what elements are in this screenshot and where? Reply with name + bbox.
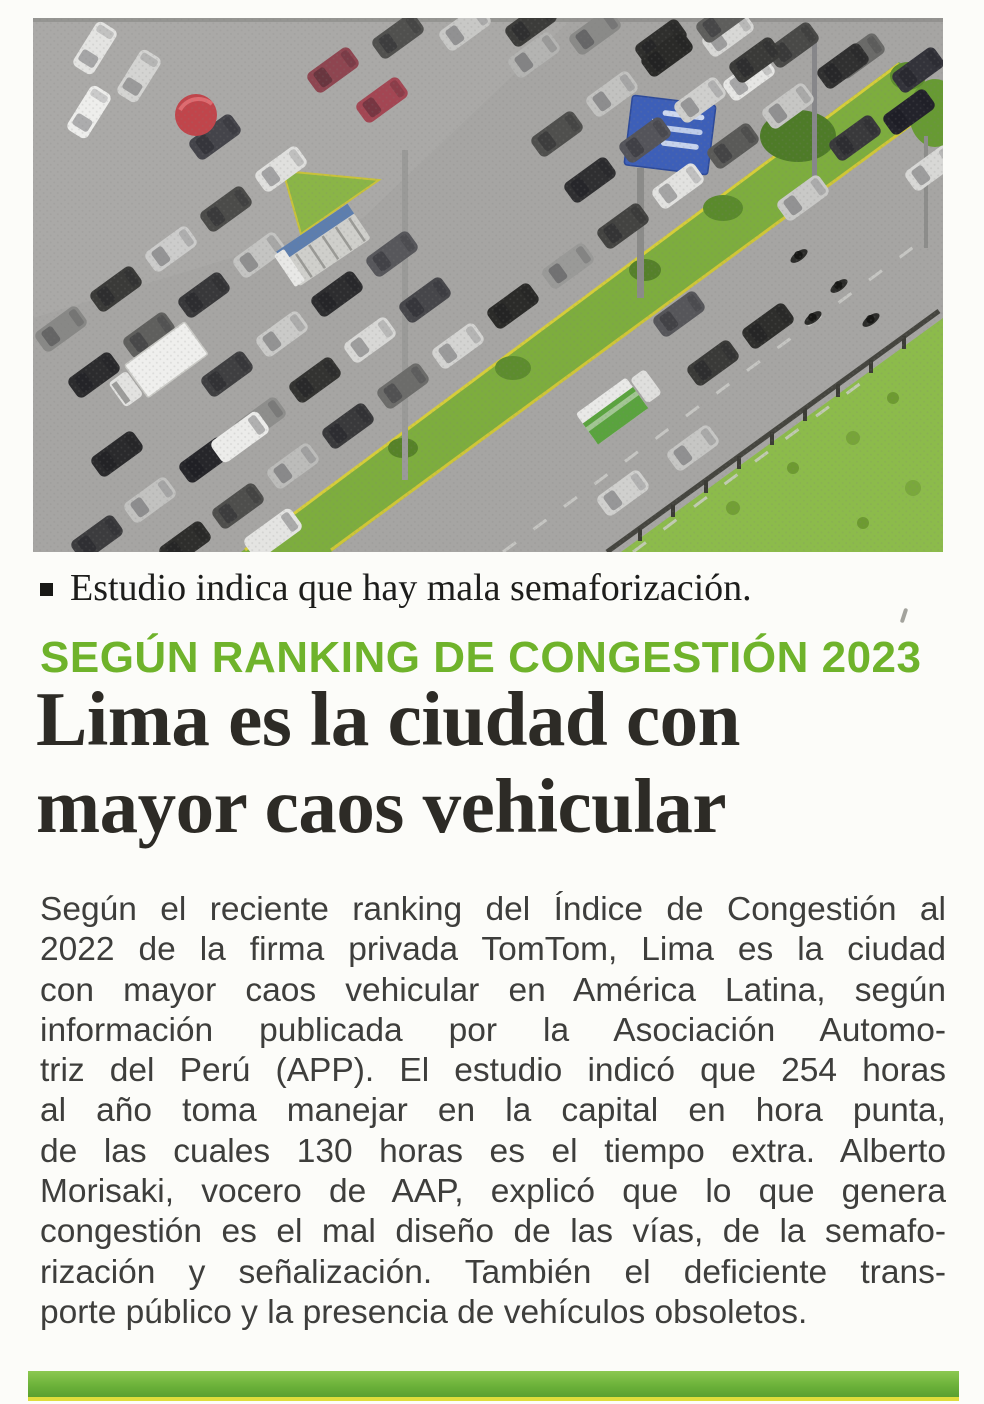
section-divider-bar — [28, 1371, 959, 1401]
body-line: congestión es el mal diseño de las vías, de la semafo- — [40, 1213, 946, 1251]
body-line: con mayor caos vehicular en América Latina, según — [40, 971, 946, 1009]
article-body — [40, 890, 946, 1333]
body-line: información publicada por la Asociación Automo- — [40, 1011, 946, 1049]
traffic-photo — [33, 18, 943, 552]
traffic-photo-svg — [33, 18, 943, 552]
halftone-overlay — [33, 18, 943, 552]
photo-caption — [40, 566, 945, 610]
body-line: Según el reciente ranking del Índice de Congestión al — [40, 891, 946, 928]
kicker: SEGÚN RANKING DE CONGESTIÓN 2023 — [40, 633, 922, 682]
body-line: Morisaki, vocero de AAP, explicó que lo que genera — [40, 1173, 946, 1211]
headline-line-2: mayor caos vehicular — [36, 763, 727, 849]
body-line: al año toma manejar en la capital en hora punta, — [40, 1092, 946, 1130]
body-line: triz del Perú (APP). El estudio indicó que 254 horas — [40, 1052, 946, 1090]
photo-caption-text: Estudio indica que hay mala semaforización. — [70, 567, 752, 609]
square-bullet-icon — [40, 583, 53, 596]
body-line: porte público y la presencia de vehículos obsoletos. — [40, 1293, 808, 1331]
body-line: 2022 de la firma privada TomTom, Lima es la ciudad — [40, 931, 946, 969]
scan-artifact-mark — [900, 608, 908, 624]
headline-line-1: Lima es la ciudad con — [36, 676, 740, 762]
body-line: rización y señalización. También el deficiente trans- — [40, 1253, 946, 1291]
body-line: de las cuales 130 horas es el tiempo extra. Alberto — [40, 1132, 946, 1170]
headline — [36, 676, 740, 850]
